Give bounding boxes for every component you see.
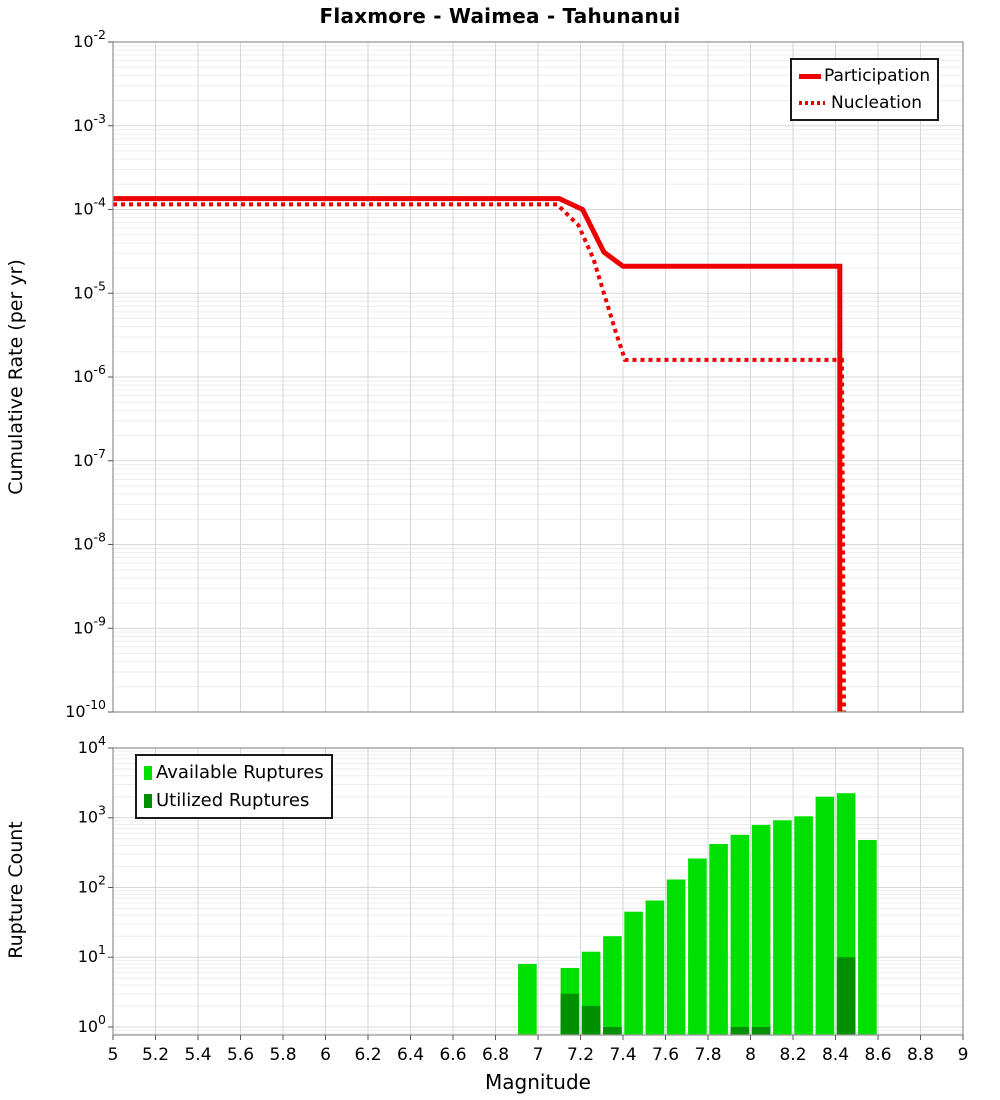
svg-text:104: $10^4$ [77, 733, 106, 757]
x-axis-label: Magnitude [485, 1070, 591, 1094]
svg-text:10-5: $10^{-5}$ [73, 278, 106, 303]
svg-text:10-2: $10^{-2}$ [73, 27, 106, 51]
legend-item-available-ruptures [144, 761, 324, 784]
svg-text:7.2: 7.2 [566, 1045, 595, 1065]
svg-text:5.2: 5.2 [141, 1045, 170, 1065]
legend-label: Nucleation [831, 93, 923, 113]
svg-text:8.4: 8.4 [821, 1045, 850, 1065]
page-title: Flaxmore - Waimea - Tahunanui [319, 4, 681, 28]
bottom-y-axis-label: Rupture Count [5, 821, 27, 959]
participation-line-swatch [799, 74, 821, 79]
svg-text:7.4: 7.4 [609, 1045, 637, 1065]
legend-label: Available Ruptures [156, 762, 324, 783]
svg-text:5.8: 5.8 [269, 1045, 297, 1065]
svg-text:8.2: 8.2 [779, 1045, 807, 1065]
legend-item-nucleation [799, 92, 930, 114]
legend-item-utilized-ruptures [144, 789, 324, 812]
svg-text:8.8: 8.8 [906, 1045, 935, 1065]
svg-text:7.6: 7.6 [651, 1045, 680, 1065]
top-y-axis-label: Cumulative Rate (per yr) [5, 259, 27, 495]
utilized-ruptures-swatch [144, 794, 152, 808]
svg-text:101: $10^1$ [77, 942, 106, 967]
svg-text:7: 7 [532, 1045, 544, 1065]
svg-text:10-7: $10^{-7}$ [73, 445, 106, 470]
legend-item-participation [799, 65, 930, 87]
svg-text:10-4: $10^{-4}$ [73, 194, 106, 219]
svg-text:6.4: 6.4 [396, 1045, 425, 1065]
svg-text:10-3: $10^{-3}$ [73, 110, 106, 135]
svg-text:7.8: 7.8 [694, 1045, 722, 1065]
svg-text:103: $10^3$ [77, 802, 106, 827]
available-ruptures-swatch [144, 766, 152, 780]
svg-text:10-9: $10^{-9}$ [73, 613, 106, 638]
svg-text:10-6: $10^{-6}$ [73, 362, 106, 386]
svg-text:6.2: 6.2 [354, 1045, 382, 1065]
svg-text:5.6: 5.6 [226, 1045, 255, 1065]
svg-text:5: 5 [107, 1045, 119, 1065]
svg-text:6: 6 [320, 1045, 331, 1065]
svg-text:100: $10^0$ [77, 1012, 106, 1036]
legend-label: Utilized Ruptures [156, 790, 310, 811]
svg-text:6.8: 6.8 [481, 1045, 510, 1065]
svg-text:9: 9 [957, 1045, 969, 1065]
svg-text:10-10: $10^{-10}$ [65, 697, 106, 721]
legend-label: Participation [824, 66, 931, 86]
svg-text:5.4: 5.4 [184, 1045, 212, 1065]
rate-legend [790, 58, 939, 121]
nucleation-line-swatch [799, 101, 825, 105]
svg-text:10-8: $10^{-8}$ [73, 529, 106, 554]
rupture-legend [135, 754, 333, 819]
svg-text:102: $10^2$ [77, 872, 106, 897]
svg-text:8: 8 [745, 1045, 756, 1065]
svg-text:8.6: 8.6 [864, 1045, 892, 1065]
svg-text:6.6: 6.6 [439, 1045, 467, 1065]
